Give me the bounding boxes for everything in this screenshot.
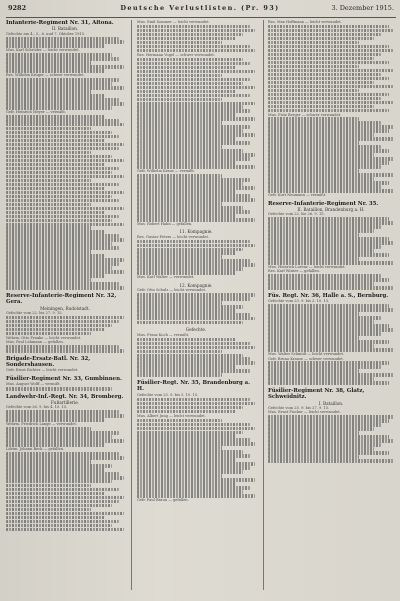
- text-line: [6, 175, 124, 179]
- list-entry: Mus. Robert Hahn — gefallen.: [137, 221, 193, 226]
- list-entry: Mus. Emil Sommer — leicht verwundet.: [137, 20, 210, 24]
- text-line: [137, 350, 222, 354]
- page-header: [0, 0, 400, 16]
- section-heading: Füsilier-Regt. Nr. 35, Brandenburg a. H.: [137, 380, 251, 393]
- text-line: [268, 85, 394, 89]
- list-entry: Res. Max Hoffmann — leicht verwundet.: [268, 20, 342, 24]
- text-line: [6, 488, 119, 492]
- text-line: [6, 500, 119, 504]
- section-heading: Füsilier-Regiment Nr. 38, Glatz, Schweidnitz.: [268, 387, 365, 401]
- text-line: [137, 33, 243, 37]
- text-line: [6, 195, 112, 199]
- text-line: [137, 66, 236, 70]
- text-line: [268, 77, 389, 81]
- column-separator: [263, 20, 264, 590]
- list-entry: Res. Hermann Vogel — schwer verwundet.: [137, 52, 215, 57]
- text-line: [6, 387, 112, 391]
- list-entry: Gefr. Wilhelm Kraus — vermißt.: [137, 169, 196, 174]
- company-section: [137, 229, 255, 279]
- text-line: [137, 317, 255, 321]
- regiment-section: [6, 394, 124, 531]
- column-2: [137, 20, 255, 596]
- text-line: [137, 94, 250, 98]
- list-entry: Gefechte vom 22. bis 27. 9. 15.: [6, 310, 63, 315]
- text-line: [6, 155, 112, 159]
- text-line: [6, 119, 119, 123]
- text-line: [6, 211, 105, 215]
- text-line: [268, 37, 374, 41]
- text-line: [268, 381, 389, 385]
- text-line: [137, 244, 255, 248]
- list-entry: Gefr. Bruno Krause — schwer verwundet.: [268, 356, 344, 361]
- list-entry: Mus. Heinrich Lorenz — leicht verwundet.: [268, 264, 346, 269]
- text-line: [137, 305, 243, 309]
- text-line: [6, 207, 124, 211]
- text-line: [6, 476, 124, 480]
- text-line: [6, 504, 112, 508]
- section-subheading: Meiningen, Rudolstadt.: [40, 305, 90, 311]
- list-entry: Mus. Fritz Berger — schwer verwundet.: [268, 112, 342, 117]
- list-entry: Gefechte vom 25. 9. bis 27. 9. 15.: [268, 405, 330, 410]
- text-line: [6, 286, 124, 290]
- text-line: [137, 240, 250, 244]
- text-line: [6, 492, 105, 496]
- text-line: [268, 45, 389, 49]
- text-line: [6, 123, 124, 127]
- text-line: [268, 73, 381, 77]
- text-line: [137, 309, 236, 313]
- text-line: [137, 419, 222, 423]
- text-line: [6, 328, 105, 332]
- list-entry: Mus. Franz Koch — vermißt.: [137, 332, 190, 337]
- text-line: [6, 215, 119, 219]
- text-line: [137, 37, 236, 41]
- section-subheading: Fußartillerie.: [50, 400, 80, 406]
- list-entry: Wehrm. Otto Franke — leicht verwundet.: [6, 335, 82, 340]
- text-line: [268, 29, 394, 33]
- regiment-section: [6, 376, 124, 391]
- column-1: [6, 20, 124, 596]
- list-entry: Mus. Paul Lehmann — gefallen.: [6, 340, 64, 345]
- text-line: [137, 70, 255, 74]
- list-entry: Gefr. Ernst Richter — leicht verwundet.: [6, 368, 79, 373]
- text-line: [6, 131, 112, 135]
- list-entry: Gefr. Paul Braun — gefallen.: [137, 498, 189, 503]
- section-subheading: II. Bataillon.: [51, 26, 79, 32]
- section-heading: Reserve-Infanterie-Regiment Nr. 32, Gera.: [6, 292, 117, 306]
- regiment-section: [268, 388, 394, 463]
- text-line: [137, 78, 250, 82]
- text-line: [268, 33, 381, 37]
- text-line: [137, 313, 250, 317]
- section-subheading: 11. Kompagnie.: [179, 229, 213, 235]
- text-line: [268, 65, 359, 69]
- text-line: [6, 135, 119, 139]
- text-line: [268, 69, 394, 73]
- text-line: [6, 199, 119, 203]
- regiment-section: [137, 20, 255, 226]
- text-line: [6, 480, 112, 484]
- text-line: [6, 167, 119, 171]
- text-line: [6, 183, 119, 187]
- page-number: 9282: [8, 4, 27, 12]
- text-line: [137, 402, 255, 406]
- section-subheading: 12. Kompagnie.: [179, 282, 213, 288]
- text-line: [6, 468, 105, 472]
- list-entry: Ldstm. Johann Beck — gefallen.: [6, 447, 65, 452]
- list-entry: Gefr. Heinrich Meyer — vermißt.: [6, 110, 66, 115]
- text-line: [268, 25, 389, 29]
- list-entry: Gefechte am 4., 5., 6. und 7. Oktober 1915.: [6, 31, 86, 36]
- text-line: [137, 25, 250, 29]
- text-line: [268, 97, 381, 101]
- section-heading: Füsilier-Regiment Nr. 33, Gumbinnen.: [6, 375, 122, 382]
- list-entry: Mus. Karl Schröder — leicht verwundet.: [6, 48, 80, 53]
- text-line: [268, 49, 394, 53]
- list-entry: Gefr. Otto Schulz — leicht verwundet.: [137, 288, 207, 293]
- text-line: [6, 320, 119, 324]
- text-line: [137, 41, 222, 45]
- text-line: [6, 191, 124, 195]
- text-line: [137, 90, 236, 94]
- section-subheading: Gefechte.: [185, 327, 207, 333]
- text-line: [137, 86, 255, 90]
- company-section: [137, 283, 255, 325]
- regiment-section: [6, 20, 124, 290]
- text-line: [268, 105, 374, 109]
- text-line: [6, 115, 105, 119]
- text-line: [6, 512, 124, 516]
- text-line: [268, 459, 394, 463]
- list-entry: Res. Karl Winter — gefallen.: [268, 269, 320, 274]
- list-entry: Res. Gustav Peters — leicht verwundet.: [137, 234, 210, 239]
- list-entry: Mus. Karl Walter — verwundet.: [137, 275, 195, 280]
- text-line: [137, 427, 255, 431]
- text-line: [6, 143, 124, 147]
- list-entry: Wehrm. Friedrich Lange — verwundet.: [6, 422, 78, 427]
- text-line: [6, 524, 112, 528]
- section-heading: Brigade-Ersatz-Batl. Nr. 32, Sondershausen.: [6, 355, 91, 369]
- text-line: [137, 45, 250, 49]
- text-line: [6, 316, 124, 320]
- text-line: [6, 349, 124, 353]
- text-line: [268, 57, 374, 61]
- section-heading: Infanterie-Regiment Nr. 31, Altona.: [6, 20, 114, 26]
- text-line: [268, 61, 389, 65]
- header-rule: [6, 17, 396, 18]
- text-line: [6, 159, 124, 163]
- text-line: [6, 484, 91, 488]
- text-line: [6, 516, 105, 520]
- regiment-section: [268, 293, 394, 385]
- text-line: [268, 81, 374, 85]
- section-heading: Landwehr-Inf.-Regt. Nr. 34, Bromberg.: [6, 393, 124, 400]
- text-line: [137, 29, 255, 33]
- text-line: [6, 163, 105, 167]
- text-line: [268, 101, 394, 105]
- section-heading: Füs. Regt. Nr. 36, Halle a. S., Bernburg.: [268, 292, 389, 299]
- regiment-section: [137, 380, 255, 503]
- issue-date: 3. Dezember 1915.: [331, 4, 394, 12]
- text-line: [137, 398, 250, 402]
- text-line: [137, 346, 255, 350]
- text-line: [137, 62, 250, 66]
- text-line: [6, 219, 112, 223]
- text-line: [268, 89, 359, 93]
- list-entry: Gefechte vom 23. 9. bis 2. 10. 15.: [268, 299, 330, 304]
- regiment-section: [268, 201, 394, 290]
- list-entry: Mus. Albert Jung — leicht verwundet.: [137, 413, 206, 418]
- section-heading: Reserve-Infanterie-Regiment Nr. 35.: [268, 200, 379, 207]
- list-entry: Gefechte vom 22. bis 26. 9. 15.: [268, 212, 325, 217]
- text-line: [268, 53, 381, 57]
- text-line: [268, 286, 394, 290]
- text-line: [137, 82, 243, 86]
- list-entry: Mus. Walter Schmidt — leicht verwundet.: [268, 352, 345, 356]
- list-entry: Gefechte vom 25. 9. bis 5. 10. 15.: [137, 392, 199, 397]
- company-section: [137, 327, 255, 377]
- text-line: [6, 472, 119, 476]
- text-line: [137, 342, 250, 346]
- list-entry: Mus. August Wolff — vermißt.: [6, 382, 61, 387]
- text-line: [6, 187, 105, 191]
- column-3: [268, 20, 394, 596]
- text-line: [137, 406, 243, 410]
- text-line: [137, 373, 222, 377]
- text-line: [6, 147, 119, 151]
- section-subheading: II. Bataillon, Brandenburg a. H.: [297, 207, 365, 213]
- list-entry: Mus. Ernst Fischer — leicht verwundet.: [268, 410, 341, 415]
- text-line: [137, 321, 243, 325]
- text-line: [6, 127, 91, 131]
- list-entry: Gefr. Kurt Neumann — vermißt.: [268, 193, 327, 198]
- text-line: [6, 528, 124, 532]
- text-line: [6, 496, 124, 500]
- regiment-section: [6, 356, 124, 373]
- text-line: [6, 151, 91, 155]
- regiment-section: [6, 293, 124, 353]
- text-line: [268, 41, 359, 45]
- text-line: [268, 93, 389, 97]
- list-entry: Gefechte vom 26. 9. bis 4. 10. 15.: [6, 405, 68, 410]
- section-subheading: I. Bataillon.: [318, 400, 344, 406]
- text-line: [6, 520, 119, 524]
- text-line: [6, 508, 91, 512]
- text-line: [137, 74, 222, 78]
- text-line: [137, 98, 222, 102]
- text-line: [6, 139, 105, 143]
- list-entry: Res. Wilhelm Krüger — schwer verwundet.: [6, 73, 85, 78]
- column-separator: [131, 20, 132, 590]
- regiment-section: [268, 20, 394, 198]
- text-line: [6, 171, 112, 175]
- text-line: [137, 423, 250, 427]
- text-line: [6, 324, 112, 328]
- text-line: [6, 203, 91, 207]
- text-line: [137, 58, 243, 62]
- publication-title: Deutsche Verlustlisten. (Pr. 93): [120, 4, 280, 12]
- text-line: [137, 338, 236, 342]
- text-line: [6, 179, 91, 183]
